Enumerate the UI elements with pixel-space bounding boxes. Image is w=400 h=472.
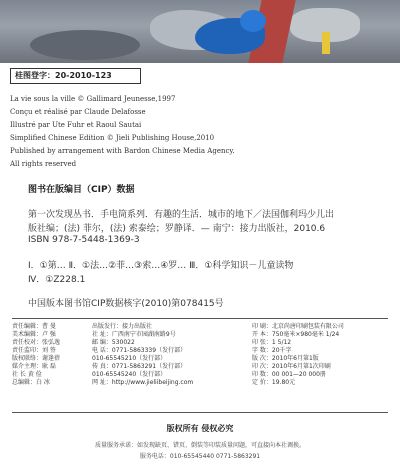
cip-line: Ⅰ．①第… Ⅱ．①法…②菲…③索…④罗… Ⅲ．①科学知识－儿童读物: [28, 261, 294, 271]
cip-title: 图书在版编目（CIP）数据: [28, 185, 135, 195]
service-note: 质量服务承诺：如发现缺页、错页、倒装等印装质量问题，可直接向本社调换。: [94, 442, 305, 449]
colophon-item: 版 次：2010年6月第1版: [252, 355, 319, 362]
copyright-line: Simplified Chinese Edition © Jieli Publishing House,2010: [10, 134, 215, 142]
divider: [12, 412, 388, 413]
colophon-item: 社 址：广西南宁市园湖南路9号: [92, 331, 176, 338]
rights-reserved: 版权所有 侵权必究: [166, 424, 234, 433]
colophon-item: 责任监印：刘 签: [12, 347, 56, 354]
colophon-item: 印 数：00 001—20 000册: [252, 371, 326, 378]
cip-line: 中国版本图书馆CIP数据核字(2010)第078415号: [28, 299, 224, 309]
divider: [12, 318, 388, 319]
colophon-item: 定 价：19.80元: [252, 379, 296, 386]
cip-line: 第一次发现丛书．手电筒系列．有趣的生活．城市的地下／法国伽利玛少儿出: [28, 210, 335, 220]
colophon-item: 美术编辑：卢 强: [12, 331, 56, 338]
colophon-item: 010-65545210（发行部）: [92, 355, 167, 362]
colophon-item: 传 真：0771-5863291（发行部）: [92, 363, 187, 370]
copyright-line: La vie sous la ville © Gallimard Jeunesse,1997: [10, 95, 176, 103]
colophon-item: 社 长 黄 俭: [12, 371, 42, 378]
colophon-item: 印 刷：北京尚唐印刷包装有限公司: [252, 323, 344, 330]
colophon-item: 开 本：750毫米×980毫米 1/24: [252, 331, 340, 338]
colophon-item: 印 张：1 5/12: [252, 339, 292, 346]
photo-shape: [30, 30, 140, 60]
colophon-item: 网 址：http://www.jieliibeijing.com: [92, 379, 194, 386]
colophon-item: 版权联络：谢逢蓓: [12, 355, 61, 362]
colophon-item: 010-65545240（发行部）: [92, 371, 167, 378]
colophon-item: 总编辑：白 冰: [12, 379, 50, 386]
colophon-middle: [92, 323, 193, 387]
cover-photo: [0, 0, 400, 63]
photo-shape: [322, 32, 330, 54]
colophon-item: 出版发行：接力出版社: [92, 323, 153, 330]
cip-line: 版社编；(法) 菲尔，(法) 索泰绘；罗静译．— 南宁：接力出版社，2010.6: [28, 224, 326, 234]
colophon-right: [252, 323, 344, 387]
colophon-item: 邮 编：530022: [92, 339, 135, 346]
service-phone: 服务电话：010-65545440 0771-5863291: [139, 453, 261, 460]
colophon-item: 责任校对：张弘逸: [12, 339, 61, 346]
copyright-line: All rights reserved: [10, 160, 77, 168]
colophon-left: [12, 323, 60, 387]
copyright-line: Conçu et réalisé par Claude Delafosse: [10, 108, 146, 116]
colophon-item: 字 数：20千字: [252, 347, 292, 354]
colophon-item: 责任编辑：曹 曼: [12, 323, 56, 330]
colophon-item: 电 话：0771-5863339（发行部）: [92, 347, 187, 354]
registration-box: 桂图登字：20-2010-123: [10, 68, 141, 84]
copyright-line: Illustré par Ute Fuhr et Raoul Sautai: [10, 121, 142, 129]
colophon-item: 印 次：2010年6月第1次印刷: [252, 363, 331, 370]
colophon-item: 媒介主理：耿 磊: [12, 363, 56, 370]
cip-line: ISBN 978-7-5448-1369-3: [28, 235, 140, 245]
copyright-line: Published by arrangement with Bardon Chinese Media Agency.: [10, 147, 235, 155]
cip-line: Ⅳ．①Z228.1: [28, 275, 86, 285]
photo-blue-figure: [240, 10, 266, 32]
